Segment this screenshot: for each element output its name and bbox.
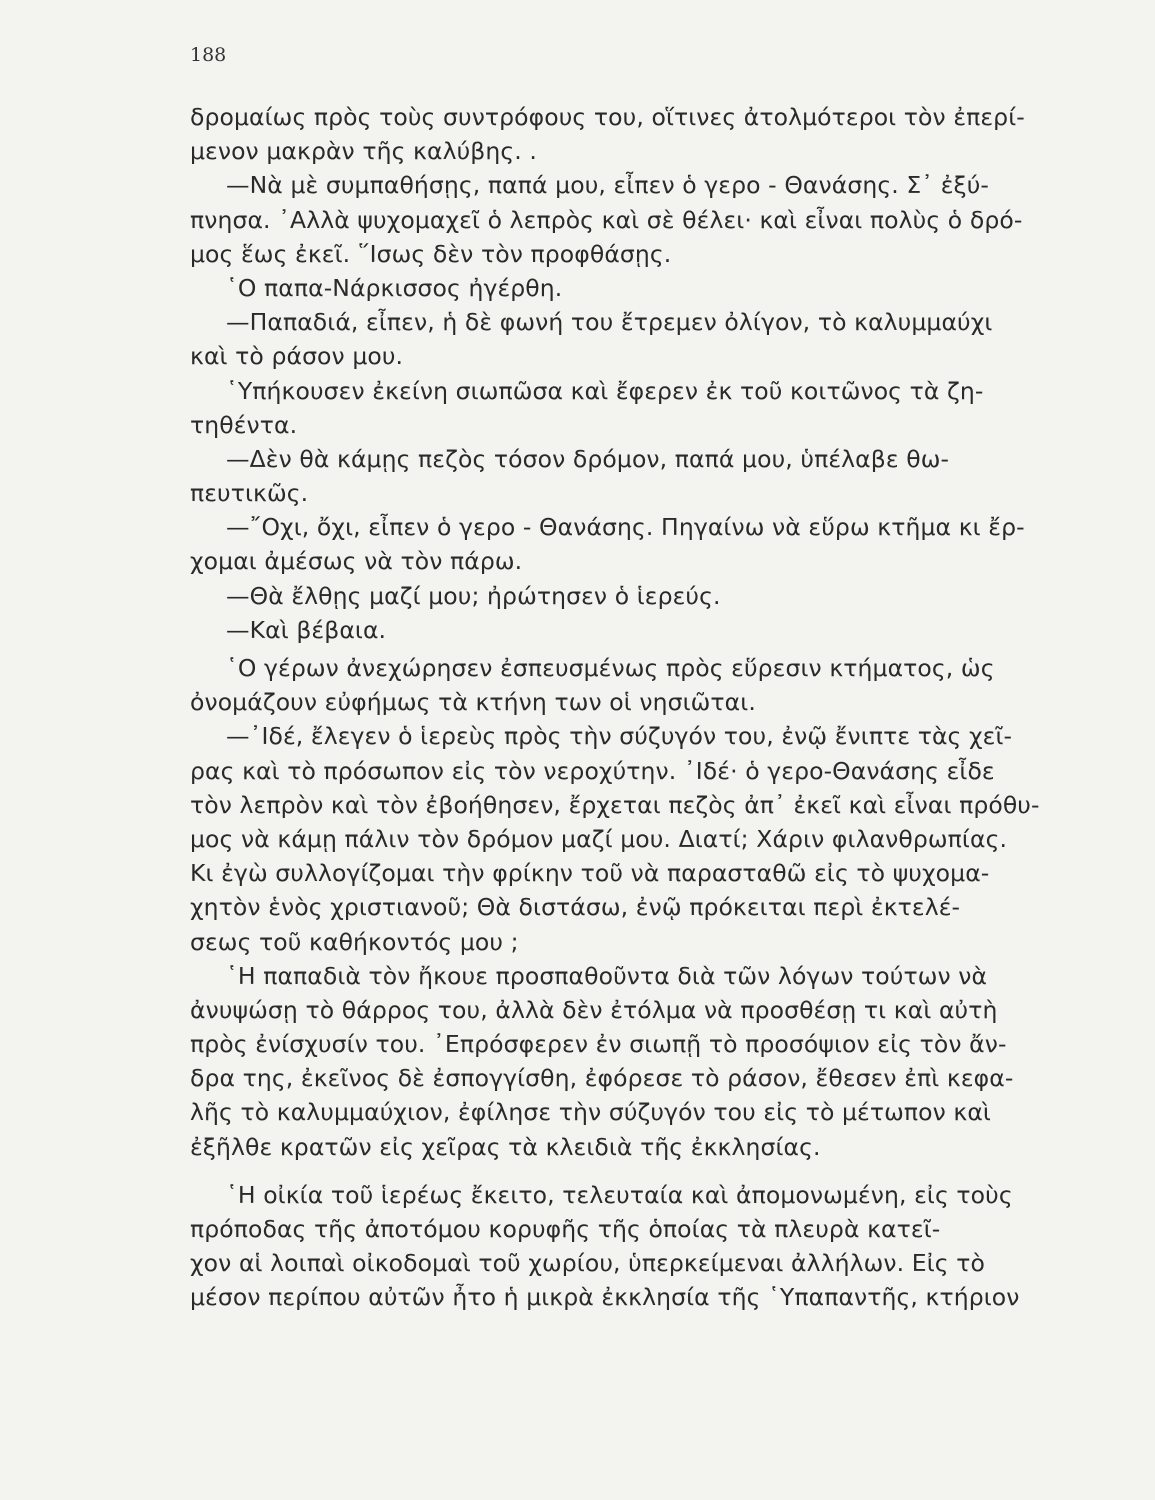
text-line: ῾Η παπαδιὰ τὸν ἤκουε προσπαθοῦντα διὰ τῶν λόγων τούτων νὰ xyxy=(226,961,988,990)
text-line: τηθέντα. xyxy=(190,410,298,439)
text-line: καὶ τὸ ράσον μου. xyxy=(190,342,404,371)
text-line: μος νὰ κάμῃ πάλιν τὸν δρόμον μαζί μου. Διατί; Χάριν φιλανθρωπίας. xyxy=(190,824,1008,853)
text-line: —Δὲν θὰ κάμῃς πεζὸς τόσον δρόμον, παπά μου, ὑπέλαβε θω- xyxy=(226,444,950,473)
page-number: 188 xyxy=(190,44,227,66)
text-line: δρομαίως πρὸς τοὺς συντρόφους του, οἵτινες ἀτολμότεροι τὸν ἐπερί- xyxy=(190,103,1025,131)
text-line: —Θὰ ἔλθῃς μαζί μου; ἠρώτησεν ὁ ἱερεύς. xyxy=(226,581,721,610)
text-line: πρὸς ἐνίσχυσίν του. ᾿Επρόσφερεν ἐν σιωπῇ τὸ προσόψιον εἰς τὸν ἄν- xyxy=(190,1030,1007,1059)
text-line: πευτικῶς. xyxy=(190,479,309,508)
text-line: —῎Οχι, ὄχι, εἶπεν ὁ γερο - Θανάσης. Πηγαίνω νὰ εὕρω κτῆμα κι ἔρ- xyxy=(226,513,1025,542)
text-line: ῾Υπήκουσεν ἐκείνη σιωπῶσα καὶ ἔφερεν ἐκ τοῦ κοιτῶνος τὰ ζη- xyxy=(226,376,984,405)
text-line: ῾Η οἰκία τοῦ ἱερέως ἔκειτο, τελευταία καὶ ἀπομονωμένη, εἰς τοὺς xyxy=(226,1180,1013,1209)
text-line: ῾Ο παπα-Νάρκισσος ἠγέρθη. xyxy=(226,273,563,302)
text-line: ἐξῆλθε κρατῶν εἰς χεῖρας τὰ κλειδιὰ τῆς ἐκκλησίας. xyxy=(190,1132,821,1161)
text-line: λῆς τὸ καλυμμαύχιον, ἐφίλησε τὴν σύζυγόν του εἰς τὸ μέτωπον καὶ xyxy=(190,1098,991,1127)
text-line: Κι ἐγὼ συλλογίζομαι τὴν φρίκην τοῦ νὰ παρασταθῶ εἰς τὸ ψυχομα- xyxy=(190,859,990,888)
text-line: χομαι ἀμέσως νὰ τὸν πάρω. xyxy=(190,547,523,576)
body-text xyxy=(190,100,1040,1315)
text-line: σεως τοῦ καθήκοντός μου ; xyxy=(190,927,519,956)
text-line: ρας καὶ τὸ πρόσωπον εἰς τὸν νεροχύτην. ᾿Ιδέ· ὁ γερο-Θανάσης εἶδε xyxy=(190,756,995,785)
text-line: μέσον περίπου αὐτῶν ἦτο ἡ μικρὰ ἐκκλησία τῆς ῾Υπαπαντῆς, κτήριον xyxy=(190,1283,1020,1312)
text-line: —Παπαδιά, εἶπεν, ἡ δὲ φωνή του ἔτρεμεν ὀλίγον, τὸ καλυμμαύχι xyxy=(226,308,993,337)
text-line: ὀνομάζουν εὐφήμως τὰ κτήνη των οἱ νησιῶται. xyxy=(190,688,756,717)
text-line: χον αἱ λοιπαὶ οἰκοδομαὶ τοῦ χωρίου, ὑπερκείμεναι ἀλλήλων. Εἰς τὸ xyxy=(190,1249,985,1278)
text-line: —Καὶ βέβαια. xyxy=(226,615,387,644)
text-line: δρα της, ἐκεῖνος δὲ ἐσπογγίσθη, ἐφόρεσε τὸ ράσον, ἔθεσεν ἐπὶ κεφα- xyxy=(190,1064,1014,1093)
text-line: ῾Ο γέρων ἀνεχώρησεν ἐσπευσμένως πρὸς εὕρεσιν κτήματος, ὡς xyxy=(226,654,995,682)
text-line: τὸν λεπρὸν καὶ τὸν ἐβοήθησεν, ἔρχεται πεζὸς ἀπ᾽ ἐκεῖ καὶ εἶναι πρόθυ- xyxy=(190,790,1040,819)
text-line: —Νὰ μὲ συμπαθήσῃς, παπά μου, εἶπεν ὁ γερο - Θανάσης. Σ᾽ ἐξύ- xyxy=(226,171,990,200)
text-line: —᾿Ιδέ, ἔλεγεν ὁ ἱερεὺς πρὸς τὴν σύζυγόν του, ἐνῷ ἔνιπτε τὰς χεῖ- xyxy=(226,722,1013,751)
text-line: μος ἕως ἐκεῖ. ῞Ισως δὲν τὸν προφθάσῃς. xyxy=(190,239,672,268)
text-line: ἀνυψώσῃ τὸ θάρρος του, ἀλλὰ δὲν ἐτόλμα νὰ προσθέσῃ τι καὶ αὐτὴ xyxy=(190,995,998,1024)
text-line: μενον μακρὰν τῆς καλύβης. . xyxy=(190,137,537,166)
text-line: πρόποδας τῆς ἀποτόμου κορυφῆς τῆς ὁποίας τὰ πλευρὰ κατεῖ- xyxy=(190,1215,941,1243)
text-line: πνησα. ᾿Αλλὰ ψυχομαχεῖ ὁ λεπρὸς καὶ σὲ θέλει· καὶ εἶναι πολὺς ὁ δρό- xyxy=(190,205,1023,234)
text-line: χητὸν ἑνὸς χριστιανοῦ; Θὰ διστάσω, ἐνῷ πρόκειται περὶ ἐκτελέ- xyxy=(190,893,961,922)
